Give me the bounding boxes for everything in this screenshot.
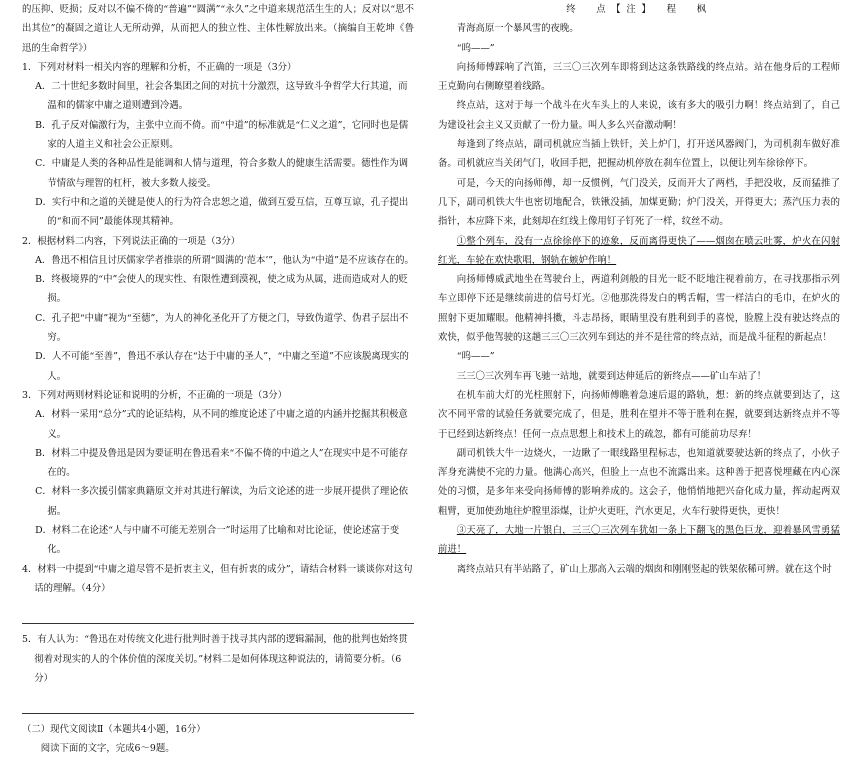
- divider-line: [22, 623, 414, 624]
- answer-space: [22, 598, 414, 617]
- question-stem: 3．下列对两则材料论证和说明的分析，不正确的一项是（3分）: [22, 389, 288, 401]
- question-list: [22, 58, 414, 560]
- answer-option: D．材料二在论述“人与中庸不可能无差别合一”时运用了比喻和对比论证，使论述富于变化。: [35, 525, 400, 556]
- answer-option: B．材料二中提及鲁迅是因为要证明在鲁迅看来“不偏不倚的中道之人”在现实中是不可能存在的。: [35, 447, 408, 479]
- story-paragraph: 每逢到了终点站，副司机就应当插上铁钎，关上炉门，打开送风器阀门，为司机刹车做好准备。司机就应当关闭气门，收回手把，把握动机停放在刹车位置上，以便让列车徐徐停下。: [438, 139, 840, 170]
- answer-option: A．材料一采用“总分”式的论证结构，从不同的维度论述了中庸之道的内涵并挖掘其积极意义。: [35, 409, 408, 440]
- section-heading: （二）现代文阅读Ⅱ（本题共4小题，16分）: [22, 724, 206, 736]
- right-column: [438, 0, 840, 579]
- story-paragraph: 青海高原一个暴风雪的夜晚。: [456, 23, 579, 35]
- question-stem: 2．根据材料二内容，下列说法正确的一项是（3分）: [22, 235, 241, 247]
- answer-option: B．孔子反对偏激行为，主张中立而不倚。而“中道”的标准就是“仁义之道”，它同时也是儒家的人道主义和社会公正原则。: [35, 119, 409, 151]
- story-title: 终 点【注】 程 枫: [566, 4, 712, 15]
- underlined-paragraph: ①整个列车，没有一点徐徐停下的迹象，反而离得更快了——烟囱在喷云吐雾，炉火在闪射红光，车轮在欢快歌唱，钢轨在嫉妒作响！: [438, 235, 840, 266]
- answer-space: [22, 688, 414, 707]
- question-stem: 1．下列对材料一相关内容的理解和分析，不正确的一项是（3分）: [22, 61, 297, 73]
- answer-option: C．中庸是人类的各种品性是能调和人情与道理，符合多数人的健康生活需要。德性作为调节情欲与理智的杠杆，被大多数人接受。: [35, 158, 408, 189]
- answer-option: B．终极境界的“中”会使人的现实性、有限性遭到漠视，使之成为从属，进而造成对人的贬损。: [35, 274, 408, 305]
- story-paragraph: “呜——”: [456, 42, 495, 54]
- answer-option: C．孔子把“中庸”视为“至德”，为人的神化圣化开了方便之门，导致伪道学、伪君子层出不穷。: [35, 312, 409, 344]
- intro-paragraph: 的压抑、贬损；反对以不偏不倚的“普遍”“圆满”“永久”之中道来规范活生生的人；反对以“思不出其位”的凝固之道让人无所动弹，从而把人的独立性、主体性解放出来。（摘编自王乾坤《鲁迅的生命哲学》）: [22, 4, 414, 54]
- answer-option: A．鲁迅不相信且讨厌儒家学者推崇的所谓“圆满的‘范本’”，他认为“中道”是不应该存在的。: [35, 254, 414, 266]
- underlined-paragraph: ③天亮了，大地一片银白，三三〇三次列车犹如一条上下翻飞的黑色巨龙，迎着暴风雪勇猛前进！: [438, 525, 840, 556]
- divider-line: [22, 713, 414, 714]
- answer-option: D．人不可能“至善”，鲁迅不承认存在“达于中庸的圣人”，“中庸之至道”不应该脱离现实的人。: [35, 351, 409, 382]
- question-5: 5．有人认为：“鲁迅在对传统文化进行批判时善于找寻其内部的逻辑漏洞，他的批判也始终贯彻着对现实的人的个体价值的深度关切。”材料二是如何体现这种说法的，请简要分析。（6分）: [22, 634, 408, 684]
- story-paragraph: 可是，今天的向扬师傅，却一反惯例，气门没关，反而开大了两档，手把没收，反而猛推了几下，副司机铁大牛也密切地配合，铁锹没插，加煤更勤；炉门没关，开得更大；蒸汽压力表的指针，本应降下来，此刻却在红线上像用钉子钉死了一样，纹丝不动。: [438, 177, 840, 228]
- story-paragraph: 在机车前大灯的光柱照射下，向扬师傅瞧着急速后退的路轨，想：新的终点就要到达了，这次不同平常的试验任务就要完成了，但是，胜利在望并不等于胜利在握，就要到达新终点并不等于已经到达新终点！任何一点点思想上和技术上的疏忽，都有可能前功尽弃！: [438, 389, 840, 440]
- story-paragraph: 三三〇三次列车再飞驰一站地，就要到达伸延后的新终点——矿山车站了！: [456, 370, 767, 382]
- answer-option: A．二十世纪多数时间里，社会各集团之间的对抗十分激烈，这导致斗争哲学大行其道，而温和的儒家中庸之道则遭到冷遇。: [35, 81, 408, 112]
- story-paragraph: 终点站，这对于每一个战斗在火车头上的人来说，该有多大的吸引力啊！终点站到了，自己为建设社会主义又贡献了一份力量。叫人多么兴奋激动啊！: [438, 100, 840, 131]
- question-4: 4．材料一中提到“中庸之道尽管不是折衷主义，但有折衷的成分”，请结合材料一谈谈你对这句话的理解。（4分）: [22, 563, 413, 594]
- left-column: [22, 0, 414, 759]
- story-paragraph: 离终点站只有半站路了，矿山上那高入云端的烟囱和刚刚竖起的铁架依稀可辨。就在这个时: [456, 563, 832, 575]
- answer-option: D．实行中和之道的关键是使人的行为符合忠恕之道，做到互爱互信，互尊互谅，孔子提出的“和而不同”最能体现其精神。: [35, 196, 409, 228]
- story-paragraph: 副司机铁大牛一边烧火，一边瞅了一眼线路里程标志，也知道就要驶达新的终点了，小伙子浑身充满使不完的力量。他满心高兴，但脸上一点也不流露出来。这种善于把喜悦埋藏在内心深处的习惯，是多年来受向扬师傅的影响养成的。这会子，他悄悄地把兴奋化成力量，挥动起两双粗臂，更加使劲地往炉膛里添煤，让炉火更旺，汽水更足，火车行驶得更快，更快！: [438, 447, 840, 517]
- story-body: [438, 19, 840, 579]
- story-paragraph: 向扬师傅威武地坐在驾驶台上，两道利剑般的目光一眨不眨地注视着前方，在寻找那指示列车立即停下还是继续前进的信号灯光。②他那洗得发白的鸭舌帽，雪一样洁白的毛巾，在炉火的照射下更加耀眼。他精神抖擞，斗志昂扬，眼睛里没有胜利到手的喜悦，脸膛上没有驶达终点的欢快，似乎他驾驶的这趟三三〇三次列车到达的并不是往常的终点站，而是战斗征程的新起点！: [438, 274, 840, 344]
- story-paragraph: 向扬师傅踩响了汽笛，三三〇三次列车即将到达这条铁路线的终点站。站在他身后的工程师王克勤向右侧瞭望着线路。: [438, 61, 840, 93]
- reading-instruction: 阅读下面的文字，完成6～9题。: [40, 743, 175, 755]
- story-paragraph: “呜——”: [456, 351, 495, 363]
- answer-option: C．材料一多次援引儒家典籍原文并对其进行解读，为后文论述的进一步展开提供了理论依据。: [35, 486, 408, 517]
